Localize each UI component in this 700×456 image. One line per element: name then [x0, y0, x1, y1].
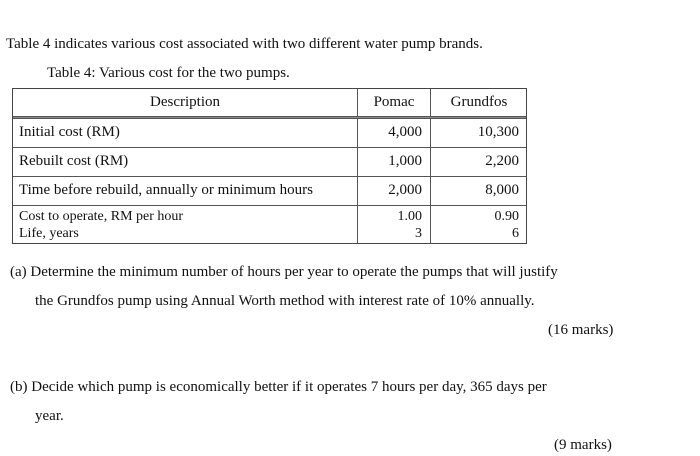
grundfos-initial-cost: 10,300: [477, 124, 519, 140]
row-divider: [13, 147, 526, 148]
row-label-rebuilt-cost: Rebuilt cost (RM): [19, 153, 129, 169]
question-a-marks: (16 marks): [548, 322, 614, 338]
pomac-life-years: 3: [415, 226, 422, 241]
row-divider: [13, 176, 526, 177]
row-label-initial-cost: Initial cost (RM): [19, 124, 120, 140]
grundfos-life-years: 6: [512, 226, 519, 241]
row-divider: [13, 205, 526, 206]
question-b-line-2: year.: [35, 408, 64, 424]
row-label-time-before-rebuild: Time before rebuild, annually or minimum hours: [19, 182, 313, 198]
table-caption: Table 4: Various cost for the two pumps.: [47, 65, 290, 81]
question-a-line-2: the Grundfos pump using Annual Worth method with interest rate of 10% annually.: [35, 293, 535, 309]
pomac-rebuilt-cost: 1,000: [388, 153, 422, 169]
grundfos-time-before-rebuild: 8,000: [485, 182, 519, 198]
question-a-line-1: (a) Determine the minimum number of hours per year to operate the pumps that will justify: [10, 264, 558, 280]
row-label-cost-to-operate: Cost to operate, RM per hour: [19, 209, 184, 224]
row-label-life-years: Life, years: [19, 226, 79, 241]
header-grundfos: Grundfos: [450, 94, 508, 110]
header-pomac: Pomac: [373, 94, 415, 110]
pomac-cost-to-operate: 1.00: [397, 209, 422, 224]
header-description: Description: [150, 94, 220, 110]
pomac-time-before-rebuild: 2,000: [388, 182, 422, 198]
grundfos-rebuilt-cost: 2,200: [485, 153, 519, 169]
pomac-initial-cost: 4,000: [388, 124, 422, 140]
pump-cost-table: [12, 88, 527, 244]
question-b-line-1: (b) Decide which pump is economically better if it operates 7 hours per day, 365 days per: [10, 379, 547, 395]
question-b-marks: (9 marks): [554, 437, 612, 453]
grundfos-cost-to-operate: 0.90: [494, 209, 519, 224]
intro-text: Table 4 indicates various cost associated with two different water pump brands.: [6, 36, 483, 52]
header-divider: [13, 116, 526, 119]
